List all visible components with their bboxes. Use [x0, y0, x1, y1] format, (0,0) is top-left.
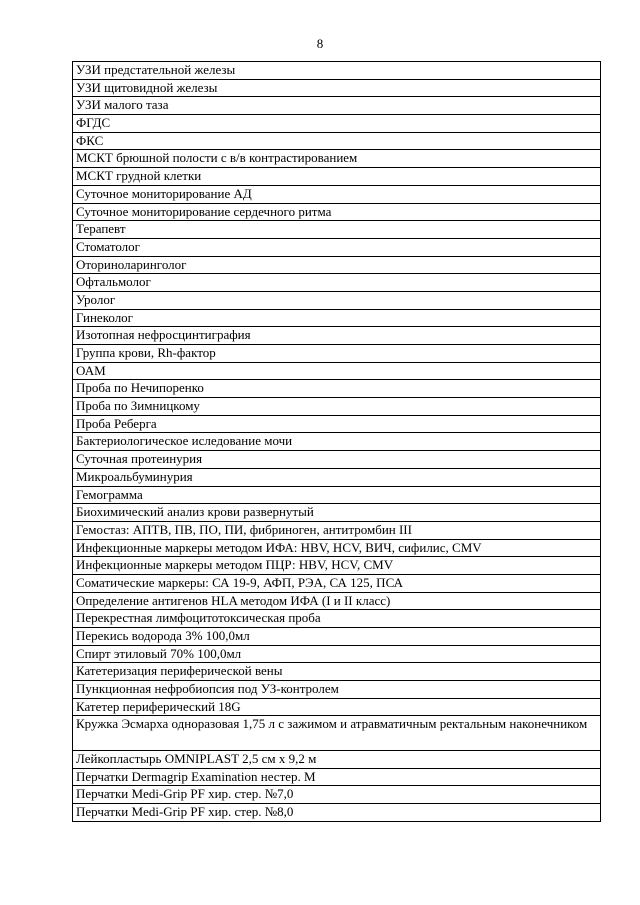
table-cell: Гемограмма	[73, 486, 601, 504]
table-row	[73, 150, 601, 168]
table-cell: Проба Реберга	[73, 415, 601, 433]
table-cell: Биохимический анализ крови развернутый	[73, 504, 601, 522]
table-row	[73, 628, 601, 646]
table-row	[73, 716, 601, 750]
table-row	[73, 610, 601, 628]
table-row	[73, 238, 601, 256]
table-cell: Перекись водорода 3% 100,0мл	[73, 628, 601, 646]
table-row	[73, 592, 601, 610]
table-cell: Микроальбуминурия	[73, 468, 601, 486]
table-cell: ФГДС	[73, 115, 601, 133]
table-row	[73, 803, 601, 821]
table-row	[73, 291, 601, 309]
table-cell: МСКТ брюшной полости с в/в контрастированием	[73, 150, 601, 168]
table-cell: Гемостаз: АПТВ, ПВ, ПО, ПИ, фибриноген, антитромбин III	[73, 521, 601, 539]
table-row	[73, 415, 601, 433]
table-cell: Изотопная нефросцинтиграфия	[73, 327, 601, 345]
table-cell: Гинеколог	[73, 309, 601, 327]
table-row	[73, 468, 601, 486]
services-table	[72, 61, 601, 822]
page-number: 8	[316, 36, 324, 51]
table-row	[73, 504, 601, 522]
table-row	[73, 168, 601, 186]
table-cell: Оториноларинголог	[73, 256, 601, 274]
table-row	[73, 221, 601, 239]
table-cell: Определение антигенов HLA методом ИФА (I и II класс)	[73, 592, 601, 610]
table-cell: Соматические маркеры: СА 19-9, АФП, РЭА, СА 125, ПСА	[73, 574, 601, 592]
table-row	[73, 557, 601, 575]
table-cell: Проба по Нечипоренко	[73, 380, 601, 398]
table-cell: Группа крови, Rh-фактор	[73, 345, 601, 363]
table-row	[73, 574, 601, 592]
table-cell: ОАМ	[73, 362, 601, 380]
table-row	[73, 362, 601, 380]
table-row	[73, 645, 601, 663]
table-cell: Терапевт	[73, 221, 601, 239]
table-row	[73, 203, 601, 221]
table-row	[73, 79, 601, 97]
table-row	[73, 115, 601, 133]
table-cell: Стоматолог	[73, 238, 601, 256]
table-cell: Суточное мониторирование сердечного ритма	[73, 203, 601, 221]
table-cell: Кружка Эсмарха одноразовая 1,75 л с зажимом и атравматичным ректальным наконечником	[73, 716, 601, 750]
table-cell: Катетер периферический 18G	[73, 698, 601, 716]
table-row	[73, 451, 601, 469]
table-cell: Перчатки Medi-Grip PF хир. стер. №7,0	[73, 786, 601, 804]
table-cell: Офтальмолог	[73, 274, 601, 292]
table-row	[73, 786, 601, 804]
table-row	[73, 97, 601, 115]
table-row	[73, 62, 601, 80]
table-row	[73, 681, 601, 699]
table-row	[73, 380, 601, 398]
table-row	[73, 185, 601, 203]
services-table-body	[73, 62, 601, 822]
table-cell: Бактериологическое иследование мочи	[73, 433, 601, 451]
table-cell: ФКС	[73, 132, 601, 150]
table-cell: Уролог	[73, 291, 601, 309]
table-cell: Перчатки Medi-Grip PF хир. стер. №8,0	[73, 803, 601, 821]
table-cell: Суточное мониторирование АД	[73, 185, 601, 203]
table-row	[73, 433, 601, 451]
table-row	[73, 274, 601, 292]
table-cell: МСКТ грудной клетки	[73, 168, 601, 186]
table-cell: Инфекционные маркеры методом ПЦР: HBV, HCV, CMV	[73, 557, 601, 575]
table-row	[73, 486, 601, 504]
table-row	[73, 768, 601, 786]
table-cell: Лейкопластырь OMNIPLAST 2,5 см х 9,2 м	[73, 750, 601, 768]
table-cell: Катетеризация периферической вены	[73, 663, 601, 681]
table-row	[73, 750, 601, 768]
table-cell: Перекрестная лимфоцитотоксическая проба	[73, 610, 601, 628]
table-cell: УЗИ предстательной железы	[73, 62, 601, 80]
table-row	[73, 309, 601, 327]
table-row	[73, 256, 601, 274]
table-cell: Инфекционные маркеры методом ИФА: HBV, HCV, ВИЧ, сифилис, CMV	[73, 539, 601, 557]
table-cell: Суточная протеинурия	[73, 451, 601, 469]
table-cell: Перчатки Dermagrip Examination нестер. М	[73, 768, 601, 786]
table-cell: Пункционная нефробиопсия под УЗ-контролем	[73, 681, 601, 699]
table-row	[73, 539, 601, 557]
table-row	[73, 327, 601, 345]
table-cell: Спирт этиловый 70% 100,0мл	[73, 645, 601, 663]
table-row	[73, 521, 601, 539]
table-row	[73, 132, 601, 150]
table-cell: УЗИ малого таза	[73, 97, 601, 115]
table-row	[73, 345, 601, 363]
table-row	[73, 698, 601, 716]
table-cell: Проба по Зимницкому	[73, 398, 601, 416]
table-row	[73, 663, 601, 681]
table-cell: УЗИ щитовидной железы	[73, 79, 601, 97]
table-row	[73, 398, 601, 416]
